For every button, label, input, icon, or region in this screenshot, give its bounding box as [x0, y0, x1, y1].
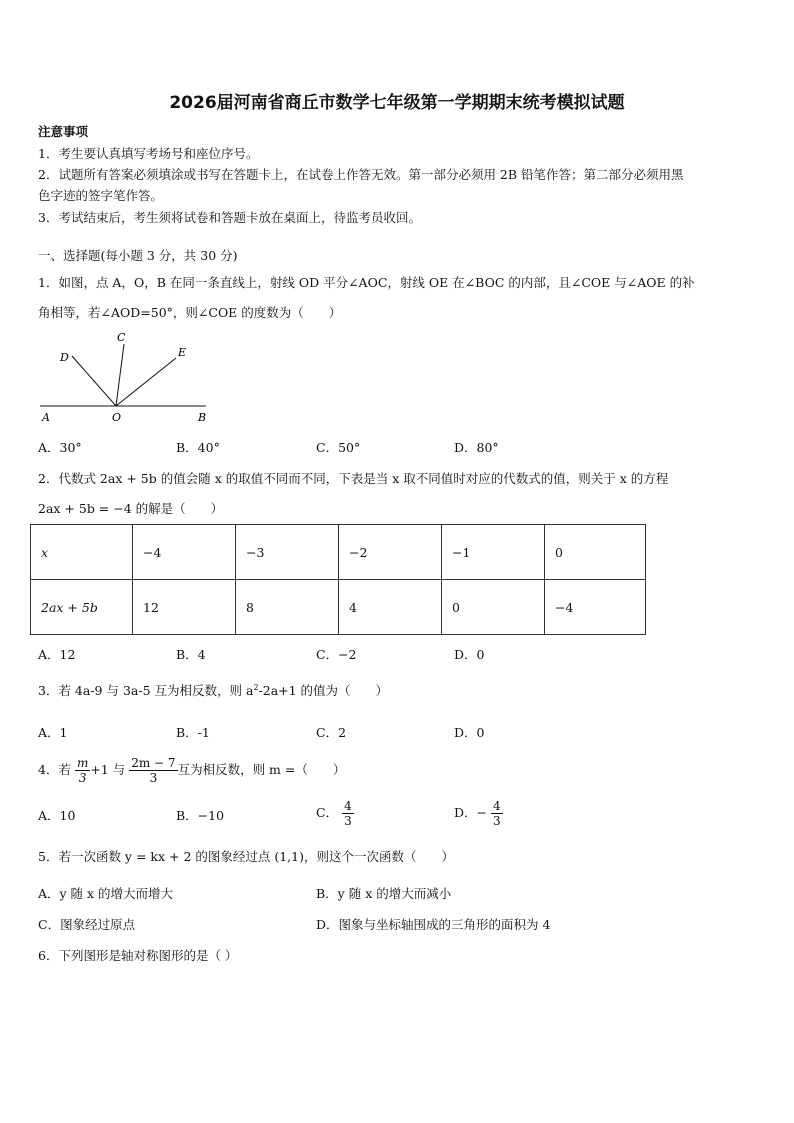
fraction-numerator: 4 — [344, 799, 352, 813]
table-cell: −1 — [442, 525, 545, 580]
q3-option-c[interactable]: C．2 — [316, 725, 347, 740]
q1-option-a[interactable]: A．30° — [38, 440, 82, 455]
q3-option-b[interactable]: B．-1 — [176, 725, 210, 740]
table-cell: 0 — [442, 580, 545, 635]
label-e: E — [178, 346, 187, 359]
q1-angle-figure — [36, 330, 216, 428]
page-title: 2026届河南省商丘市数学七年级第一学期期末统考模拟试题 — [169, 93, 625, 113]
ray-oe — [116, 358, 176, 406]
table-cell: 0 — [545, 525, 646, 580]
notice-item: 色字迹的签字笔作答。 — [38, 188, 164, 203]
fraction-denominator: 3 — [78, 771, 87, 785]
label-b: B — [198, 411, 207, 424]
table-cell: x — [31, 525, 133, 580]
q1-stem-line2: 角相等，若∠AOD=50°，则∠COE 的度数为（ ） — [38, 305, 342, 320]
q3-option-a[interactable]: A．1 — [38, 725, 68, 740]
q2-option-d[interactable]: D．0 — [454, 647, 485, 662]
q4-stem-pre: 4．若 — [38, 762, 71, 777]
q5-option-b[interactable]: B．y 随 x 的增大而减小 — [316, 886, 452, 901]
q4-stem-mid: +1 与 — [90, 762, 126, 777]
table-cell: −3 — [236, 525, 339, 580]
table-cell: 12 — [133, 580, 236, 635]
table-cell: 8 — [236, 580, 339, 635]
fraction-denominator: 3 — [492, 814, 501, 828]
q5-stem: 5．若一次函数 y = kx + 2 的图象经过点 (1,1)，则这个一次函数（ ） — [38, 849, 454, 864]
fraction-numerator: m — [76, 756, 89, 770]
q1-option-b[interactable]: B．40° — [176, 440, 220, 455]
ray-oc — [116, 344, 124, 406]
q4-option-a[interactable]: A．10 — [38, 808, 76, 823]
q5-option-a[interactable]: A．y 随 x 的增大而增大 — [38, 886, 174, 901]
q3-superscript: 2 — [253, 682, 259, 692]
notice-item: 1．考生要认真填写考场号和座位序号。 — [38, 146, 259, 161]
q3-stem-part1: 3．若 4a-9 与 3a-5 互为相反数，则 a — [38, 683, 254, 698]
q5-option-c[interactable]: C．图象经过原点 — [38, 917, 136, 932]
label-a: A — [42, 411, 50, 424]
fraction-denominator: 3 — [149, 771, 158, 785]
table-cell: −4 — [545, 580, 646, 635]
label-o: O — [112, 411, 122, 424]
q2-value-table — [30, 524, 646, 635]
option-fraction — [491, 799, 503, 828]
q5-option-d[interactable]: D．图象与坐标轴围成的三角形的面积为 4 — [316, 917, 551, 932]
notice-item: 3．考试结束后，考生须将试卷和答题卡放在桌面上，待监考员收回。 — [38, 210, 421, 225]
ray-od — [72, 356, 116, 406]
table-cell: −4 — [133, 525, 236, 580]
option-label: C． — [316, 805, 339, 820]
section-heading: 一、选择题(每小题 3 分，共 30 分) — [38, 248, 238, 263]
label-c: C — [117, 331, 126, 344]
table-cell: 4 — [339, 580, 442, 635]
table-cell: 2ax + 5b — [31, 580, 133, 635]
q2-stem-line1: 2．代数式 2ax + 5b 的值会随 x 的取值不同而不同，下表是当 x 取不同值时对应的代数式的值，则关于 x 的方程 — [38, 471, 669, 486]
option-fraction — [342, 799, 354, 828]
q4-stem — [38, 754, 345, 786]
q3-option-d[interactable]: D．0 — [454, 725, 485, 740]
notice-item: 2．试题所有答案必须填涂或书写在答题卡上，在试卷上作答无效。第一部分必须用 2B 铅笔作答；第二部分必须用黑 — [38, 167, 684, 182]
q4-option-d[interactable] — [454, 795, 503, 831]
table-row — [31, 580, 646, 635]
q4-option-b[interactable]: B．−10 — [176, 808, 225, 823]
table-row — [31, 525, 646, 580]
q3-stem-part2: -2a+1 的值为（ ） — [258, 683, 389, 698]
q2-option-b[interactable]: B．4 — [176, 647, 206, 662]
fraction-numerator: 4 — [492, 799, 501, 813]
q1-option-c[interactable]: C．50° — [316, 440, 361, 455]
q1-option-d[interactable]: D．80° — [454, 440, 499, 455]
q2-option-a[interactable]: A．12 — [38, 647, 76, 662]
q2-stem-line2: 2ax + 5b = −4 的解是（ ） — [38, 501, 224, 516]
label-d: D — [60, 351, 69, 364]
q2-option-c[interactable]: C．−2 — [316, 647, 357, 662]
q4-option-c[interactable] — [316, 795, 354, 831]
option-label: D．− — [454, 805, 487, 820]
notice-heading: 注意事项 — [38, 124, 89, 139]
q1-stem-line1: 1．如图，点 A，O，B 在同一条直线上，射线 OD 平分∠AOC，射线 OE 在∠BOC 的内部，且∠COE 与∠AOE 的补 — [38, 275, 695, 290]
q4-stem-post: 互为相反数，则 m =（ ） — [177, 762, 346, 777]
q4-fraction-2 — [129, 756, 177, 785]
q4-fraction-1 — [75, 756, 90, 785]
q3-stem — [38, 681, 388, 699]
table-cell: −2 — [339, 525, 442, 580]
q6-stem: 6．下列图形是轴对称图形的是（ ） — [38, 948, 238, 963]
fraction-numerator: 2m − 7 — [131, 756, 176, 770]
fraction-denominator: 3 — [344, 814, 352, 828]
